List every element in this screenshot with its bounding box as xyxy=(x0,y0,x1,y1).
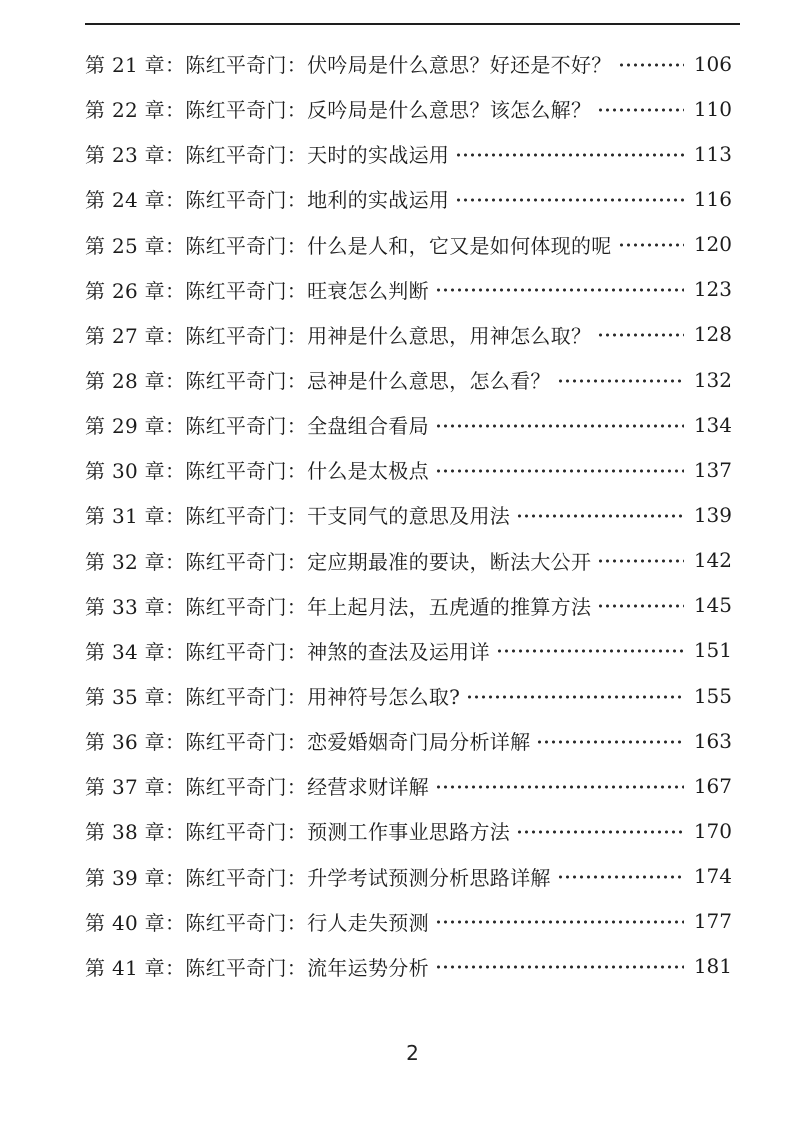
toc-entry-text: 第 34 章：陈红平奇门：神煞的查法及运用详 xyxy=(85,639,490,664)
dot-leader xyxy=(496,641,684,661)
toc-page-number: 134 xyxy=(693,412,732,437)
header-rule xyxy=(85,23,740,25)
toc-list xyxy=(85,41,732,989)
toc-entry-text: 第 32 章：陈红平奇门：定应期最准的要诀，断法大公开 xyxy=(85,549,592,574)
dot-leader xyxy=(435,280,684,300)
toc-page-number: 106 xyxy=(693,51,732,76)
toc-page-number: 128 xyxy=(693,322,732,347)
toc-row xyxy=(85,628,732,673)
dot-leader xyxy=(536,732,683,752)
toc-entry-text: 第 41 章：陈红平奇门：流年运势分析 xyxy=(85,955,429,980)
toc-row xyxy=(85,763,732,808)
dot-leader xyxy=(435,416,684,436)
toc-row xyxy=(85,718,732,763)
dot-leader xyxy=(435,777,684,797)
toc-page-number: 174 xyxy=(693,864,732,889)
toc-entry-text: 第 36 章：陈红平奇门：恋爱婚姻奇门局分析详解 xyxy=(85,730,531,755)
toc-row xyxy=(85,899,732,944)
toc-row xyxy=(85,944,732,989)
toc-page-number: 123 xyxy=(693,277,732,302)
dot-leader xyxy=(557,867,684,887)
toc-page-number: 142 xyxy=(693,548,732,573)
dot-leader xyxy=(557,371,684,391)
dot-leader xyxy=(597,325,684,345)
toc-page-number: 120 xyxy=(693,232,732,257)
toc-entry-text: 第 25 章：陈红平奇门：什么是人和，它又是如何体现的呢 xyxy=(85,233,612,258)
dot-leader xyxy=(455,145,684,165)
toc-entry-text: 第 37 章：陈红平奇门：经营求财详解 xyxy=(85,775,429,800)
toc-row xyxy=(85,131,732,176)
toc-entry-text: 第 31 章：陈红平奇门：干支同气的意思及用法 xyxy=(85,504,511,529)
toc-entry-text: 第 28 章：陈红平奇门：忌神是什么意思，怎么看？ xyxy=(85,369,551,394)
toc-entry-text: 第 26 章：陈红平奇门：旺衰怎么判断 xyxy=(85,278,429,303)
toc-entry-text: 第 30 章：陈红平奇门：什么是太极点 xyxy=(85,459,429,484)
toc-page-number: 177 xyxy=(693,909,732,934)
toc-page-number: 139 xyxy=(693,502,732,527)
toc-page-number: 170 xyxy=(693,818,732,843)
toc-row xyxy=(85,176,732,221)
toc-page-number: 145 xyxy=(693,593,732,618)
toc-page-number: 116 xyxy=(693,186,732,211)
dot-leader xyxy=(466,687,684,707)
toc-row xyxy=(85,86,732,131)
toc-page-number: 110 xyxy=(693,96,732,121)
dot-leader xyxy=(516,506,684,526)
toc-row xyxy=(85,267,732,312)
toc-row xyxy=(85,357,732,402)
toc-entry-text: 第 29 章：陈红平奇门：全盘组合看局 xyxy=(85,414,429,439)
toc-row xyxy=(85,808,732,853)
toc-entry-text: 第 35 章：陈红平奇门：用神符号怎么取? xyxy=(85,685,461,710)
toc-row xyxy=(85,854,732,899)
toc-page-number: 137 xyxy=(693,457,732,482)
toc-entry-text: 第 27 章：陈红平奇门：用神是什么意思，用神怎么取？ xyxy=(85,323,592,348)
toc-row xyxy=(85,538,732,583)
dot-leader xyxy=(455,190,684,210)
toc-row xyxy=(85,312,732,357)
dot-leader xyxy=(597,551,684,571)
dot-leader xyxy=(618,55,684,75)
toc-row xyxy=(85,447,732,492)
toc-page-number: 163 xyxy=(693,728,732,753)
toc-page-number: 167 xyxy=(693,773,732,798)
toc-page-number: 181 xyxy=(693,954,732,979)
toc-entry-text: 第 39 章：陈红平奇门：升学考试预测分析思路详解 xyxy=(85,865,551,890)
toc-entry-text: 第 33 章：陈红平奇门：年上起月法，五虎遁的推算方法 xyxy=(85,594,592,619)
toc-row xyxy=(85,583,732,628)
dot-leader xyxy=(516,822,684,842)
dot-leader xyxy=(618,235,684,255)
toc-row xyxy=(85,492,732,537)
toc-entry-text: 第 21 章：陈红平奇门：伏吟局是什么意思？好还是不好？ xyxy=(85,53,612,78)
toc-row xyxy=(85,222,732,267)
page-folio-number: 2 xyxy=(406,1041,419,1065)
toc-row xyxy=(85,41,732,86)
toc-entry-text: 第 23 章：陈红平奇门：天时的实战运用 xyxy=(85,143,450,168)
toc-page-number: 155 xyxy=(693,683,732,708)
toc-entry-text: 第 38 章：陈红平奇门：预测工作事业思路方法 xyxy=(85,820,511,845)
toc-entry-text: 第 40 章：陈红平奇门：行人走失预测 xyxy=(85,910,429,935)
toc-row xyxy=(85,402,732,447)
toc-page-number: 113 xyxy=(693,141,732,166)
toc-entry-text: 第 22 章：陈红平奇门：反吟局是什么意思？该怎么解？ xyxy=(85,98,592,123)
toc-page-number: 132 xyxy=(693,367,732,392)
dot-leader xyxy=(435,461,684,481)
dot-leader xyxy=(435,957,684,977)
toc-entry-text: 第 24 章：陈红平奇门：地利的实战运用 xyxy=(85,188,450,213)
toc-row xyxy=(85,673,732,718)
dot-leader xyxy=(435,912,684,932)
dot-leader xyxy=(597,100,684,120)
dot-leader xyxy=(597,596,684,616)
toc-page-number: 151 xyxy=(693,638,732,663)
